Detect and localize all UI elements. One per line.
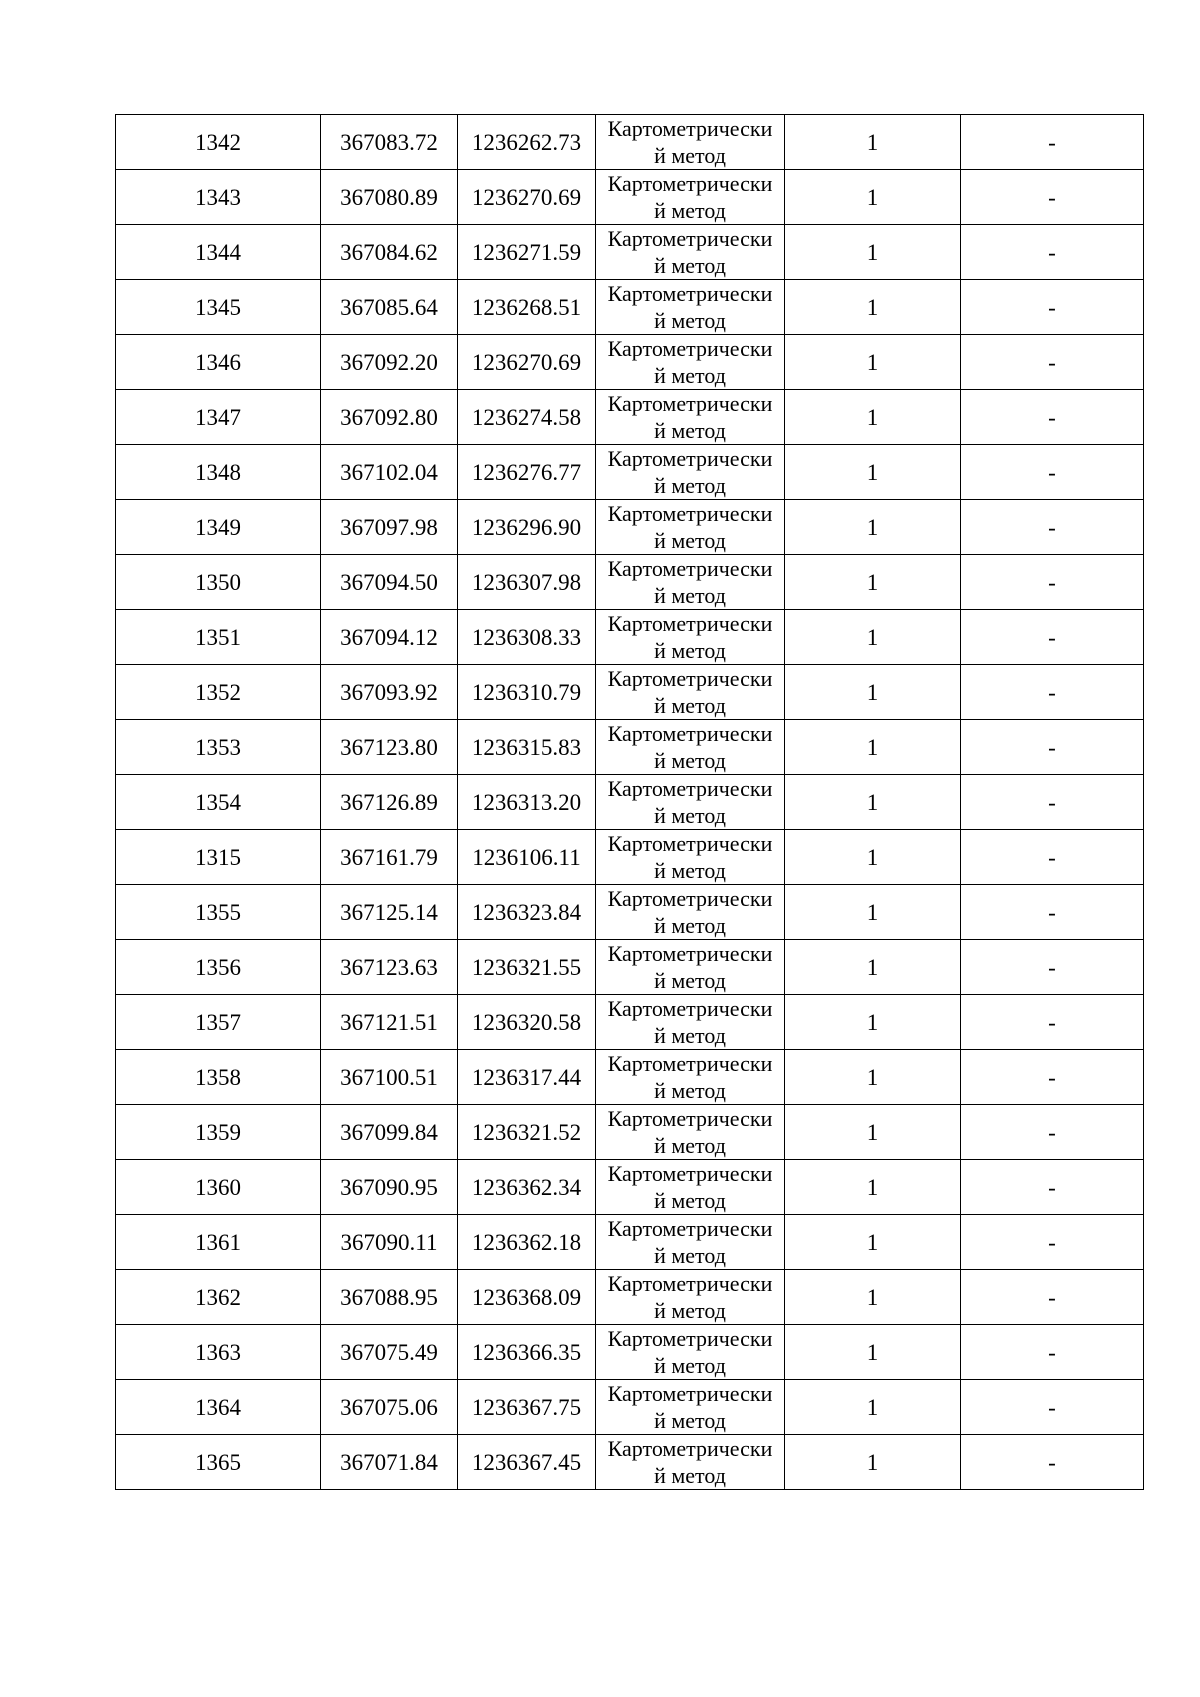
method-text-line-2: й метод bbox=[654, 363, 726, 388]
method-text-line-1: Картометрически bbox=[607, 721, 773, 746]
y-coordinate-cell: 1236270.69 bbox=[458, 335, 596, 390]
table-row bbox=[116, 1325, 1144, 1380]
method-text-line-1: Картометрически bbox=[607, 611, 773, 636]
point-number-cell: 1352 bbox=[116, 665, 321, 720]
description-cell: - bbox=[961, 720, 1144, 775]
table-row bbox=[116, 445, 1144, 500]
description-cell: - bbox=[961, 1270, 1144, 1325]
x-coordinate-cell: 367092.80 bbox=[321, 390, 458, 445]
method-text-line-2: й метод bbox=[654, 143, 726, 168]
description-cell: - bbox=[961, 885, 1144, 940]
point-number-cell: 1348 bbox=[116, 445, 321, 500]
accuracy-cell: 1 bbox=[785, 720, 961, 775]
accuracy-cell: 1 bbox=[785, 610, 961, 665]
description-cell: - bbox=[961, 555, 1144, 610]
method-cell bbox=[596, 775, 785, 830]
accuracy-cell: 1 bbox=[785, 1270, 961, 1325]
x-coordinate-cell: 367071.84 bbox=[321, 1435, 458, 1490]
method-cell bbox=[596, 610, 785, 665]
method-text-line-1: Картометрически bbox=[607, 171, 773, 196]
method-cell bbox=[596, 940, 785, 995]
method-text-line-2: й метод bbox=[654, 308, 726, 333]
point-number-cell: 1346 bbox=[116, 335, 321, 390]
table-row bbox=[116, 1050, 1144, 1105]
method-text-line-1: Картометрически bbox=[607, 886, 773, 911]
method-text-line-2: й метод bbox=[654, 1298, 726, 1323]
description-cell: - bbox=[961, 940, 1144, 995]
accuracy-cell: 1 bbox=[785, 940, 961, 995]
description-cell: - bbox=[961, 665, 1144, 720]
method-cell bbox=[596, 555, 785, 610]
y-coordinate-cell: 1236307.98 bbox=[458, 555, 596, 610]
method-cell bbox=[596, 115, 785, 170]
table-row bbox=[116, 1270, 1144, 1325]
method-cell bbox=[596, 995, 785, 1050]
method-cell bbox=[596, 1435, 785, 1490]
method-text-line-2: й метод bbox=[654, 1078, 726, 1103]
x-coordinate-cell: 367100.51 bbox=[321, 1050, 458, 1105]
table-row bbox=[116, 115, 1144, 170]
accuracy-cell: 1 bbox=[785, 1380, 961, 1435]
y-coordinate-cell: 1236270.69 bbox=[458, 170, 596, 225]
accuracy-cell: 1 bbox=[785, 500, 961, 555]
method-cell bbox=[596, 1050, 785, 1105]
point-number-cell: 1361 bbox=[116, 1215, 321, 1270]
y-coordinate-cell: 1236321.55 bbox=[458, 940, 596, 995]
description-cell: - bbox=[961, 390, 1144, 445]
accuracy-cell: 1 bbox=[785, 390, 961, 445]
point-number-cell: 1342 bbox=[116, 115, 321, 170]
method-text-line-2: й метод bbox=[654, 803, 726, 828]
table-row bbox=[116, 335, 1144, 390]
x-coordinate-cell: 367097.98 bbox=[321, 500, 458, 555]
accuracy-cell: 1 bbox=[785, 1105, 961, 1160]
accuracy-cell: 1 bbox=[785, 1435, 961, 1490]
x-coordinate-cell: 367123.63 bbox=[321, 940, 458, 995]
method-cell bbox=[596, 1270, 785, 1325]
description-cell: - bbox=[961, 1380, 1144, 1435]
y-coordinate-cell: 1236368.09 bbox=[458, 1270, 596, 1325]
method-text-line-1: Картометрически bbox=[607, 556, 773, 581]
x-coordinate-cell: 367094.12 bbox=[321, 610, 458, 665]
method-text-line-2: й метод bbox=[654, 583, 726, 608]
table-row bbox=[116, 720, 1144, 775]
method-text-line-2: й метод bbox=[654, 198, 726, 223]
point-number-cell: 1365 bbox=[116, 1435, 321, 1490]
method-text-line-2: й метод bbox=[654, 748, 726, 773]
method-text-line-1: Картометрически bbox=[607, 336, 773, 361]
method-cell bbox=[596, 170, 785, 225]
description-cell: - bbox=[961, 1325, 1144, 1380]
x-coordinate-cell: 367090.95 bbox=[321, 1160, 458, 1215]
x-coordinate-cell: 367090.11 bbox=[321, 1215, 458, 1270]
table-row bbox=[116, 995, 1144, 1050]
y-coordinate-cell: 1236367.45 bbox=[458, 1435, 596, 1490]
x-coordinate-cell: 367161.79 bbox=[321, 830, 458, 885]
y-coordinate-cell: 1236320.58 bbox=[458, 995, 596, 1050]
point-number-cell: 1356 bbox=[116, 940, 321, 995]
y-coordinate-cell: 1236362.18 bbox=[458, 1215, 596, 1270]
method-cell bbox=[596, 445, 785, 500]
point-number-cell: 1351 bbox=[116, 610, 321, 665]
description-cell: - bbox=[961, 1215, 1144, 1270]
method-text-line-2: й метод bbox=[654, 858, 726, 883]
table-row bbox=[116, 1105, 1144, 1160]
y-coordinate-cell: 1236274.58 bbox=[458, 390, 596, 445]
point-number-cell: 1358 bbox=[116, 1050, 321, 1105]
description-cell: - bbox=[961, 1160, 1144, 1215]
x-coordinate-cell: 367094.50 bbox=[321, 555, 458, 610]
point-number-cell: 1343 bbox=[116, 170, 321, 225]
method-text-line-2: й метод bbox=[654, 473, 726, 498]
point-number-cell: 1363 bbox=[116, 1325, 321, 1380]
table-row bbox=[116, 665, 1144, 720]
table-row bbox=[116, 830, 1144, 885]
description-cell: - bbox=[961, 115, 1144, 170]
method-text-line-1: Картометрически bbox=[607, 1436, 773, 1461]
y-coordinate-cell: 1236310.79 bbox=[458, 665, 596, 720]
point-number-cell: 1349 bbox=[116, 500, 321, 555]
method-text-line-2: й метод bbox=[654, 1023, 726, 1048]
accuracy-cell: 1 bbox=[785, 775, 961, 830]
x-coordinate-cell: 367126.89 bbox=[321, 775, 458, 830]
point-number-cell: 1345 bbox=[116, 280, 321, 335]
point-number-cell: 1362 bbox=[116, 1270, 321, 1325]
method-cell bbox=[596, 225, 785, 280]
method-cell bbox=[596, 720, 785, 775]
y-coordinate-cell: 1236296.90 bbox=[458, 500, 596, 555]
method-cell bbox=[596, 665, 785, 720]
description-cell: - bbox=[961, 170, 1144, 225]
method-text-line-1: Картометрически bbox=[607, 666, 773, 691]
y-coordinate-cell: 1236321.52 bbox=[458, 1105, 596, 1160]
method-text-line-1: Картометрически bbox=[607, 116, 773, 141]
table-row bbox=[116, 280, 1144, 335]
point-number-cell: 1354 bbox=[116, 775, 321, 830]
method-text-line-2: й метод bbox=[654, 1353, 726, 1378]
table-row bbox=[116, 1435, 1144, 1490]
table-row bbox=[116, 885, 1144, 940]
method-text-line-1: Картометрически bbox=[607, 1051, 773, 1076]
method-text-line-1: Картометрически bbox=[607, 1161, 773, 1186]
method-cell bbox=[596, 1105, 785, 1160]
description-cell: - bbox=[961, 335, 1144, 390]
method-text-line-1: Картометрически bbox=[607, 776, 773, 801]
point-number-cell: 1364 bbox=[116, 1380, 321, 1435]
method-cell bbox=[596, 1160, 785, 1215]
method-text-line-1: Картометрически bbox=[607, 941, 773, 966]
method-text-line-1: Картометрически bbox=[607, 1216, 773, 1241]
y-coordinate-cell: 1236262.73 bbox=[458, 115, 596, 170]
y-coordinate-cell: 1236271.59 bbox=[458, 225, 596, 280]
point-number-cell: 1357 bbox=[116, 995, 321, 1050]
table-row bbox=[116, 610, 1144, 665]
method-text-line-2: й метод bbox=[654, 528, 726, 553]
y-coordinate-cell: 1236362.34 bbox=[458, 1160, 596, 1215]
accuracy-cell: 1 bbox=[785, 995, 961, 1050]
x-coordinate-cell: 367085.64 bbox=[321, 280, 458, 335]
table-row bbox=[116, 1160, 1144, 1215]
point-number-cell: 1359 bbox=[116, 1105, 321, 1160]
y-coordinate-cell: 1236323.84 bbox=[458, 885, 596, 940]
table-row bbox=[116, 1380, 1144, 1435]
method-text-line-1: Картометрически bbox=[607, 1326, 773, 1351]
method-text-line-2: й метод bbox=[654, 1463, 726, 1488]
accuracy-cell: 1 bbox=[785, 1050, 961, 1105]
method-text-line-1: Картометрически bbox=[607, 996, 773, 1021]
point-number-cell: 1350 bbox=[116, 555, 321, 610]
table-row bbox=[116, 940, 1144, 995]
table-row bbox=[116, 225, 1144, 280]
description-cell: - bbox=[961, 995, 1144, 1050]
description-cell: - bbox=[961, 610, 1144, 665]
x-coordinate-cell: 367084.62 bbox=[321, 225, 458, 280]
method-text-line-1: Картометрически bbox=[607, 391, 773, 416]
x-coordinate-cell: 367093.92 bbox=[321, 665, 458, 720]
y-coordinate-cell: 1236366.35 bbox=[458, 1325, 596, 1380]
y-coordinate-cell: 1236317.44 bbox=[458, 1050, 596, 1105]
description-cell: - bbox=[961, 775, 1144, 830]
description-cell: - bbox=[961, 445, 1144, 500]
x-coordinate-cell: 367125.14 bbox=[321, 885, 458, 940]
accuracy-cell: 1 bbox=[785, 280, 961, 335]
description-cell: - bbox=[961, 1050, 1144, 1105]
x-coordinate-cell: 367080.89 bbox=[321, 170, 458, 225]
point-number-cell: 1344 bbox=[116, 225, 321, 280]
method-text-line-2: й метод bbox=[654, 638, 726, 663]
method-text-line-2: й метод bbox=[654, 913, 726, 938]
coordinates-table bbox=[115, 114, 1144, 1490]
method-cell bbox=[596, 280, 785, 335]
description-cell: - bbox=[961, 225, 1144, 280]
description-cell: - bbox=[961, 280, 1144, 335]
accuracy-cell: 1 bbox=[785, 225, 961, 280]
method-text-line-2: й метод bbox=[654, 253, 726, 278]
point-number-cell: 1355 bbox=[116, 885, 321, 940]
method-text-line-2: й метод bbox=[654, 1133, 726, 1158]
table-row bbox=[116, 555, 1144, 610]
y-coordinate-cell: 1236313.20 bbox=[458, 775, 596, 830]
method-text-line-1: Картометрически bbox=[607, 1106, 773, 1131]
x-coordinate-cell: 367083.72 bbox=[321, 115, 458, 170]
accuracy-cell: 1 bbox=[785, 555, 961, 610]
accuracy-cell: 1 bbox=[785, 1160, 961, 1215]
accuracy-cell: 1 bbox=[785, 1325, 961, 1380]
method-text-line-1: Картометрически bbox=[607, 226, 773, 251]
x-coordinate-cell: 367075.49 bbox=[321, 1325, 458, 1380]
x-coordinate-cell: 367092.20 bbox=[321, 335, 458, 390]
coordinates-table-body bbox=[116, 115, 1144, 1490]
method-cell bbox=[596, 885, 785, 940]
x-coordinate-cell: 367075.06 bbox=[321, 1380, 458, 1435]
method-cell bbox=[596, 1325, 785, 1380]
table-row bbox=[116, 500, 1144, 555]
accuracy-cell: 1 bbox=[785, 885, 961, 940]
x-coordinate-cell: 367099.84 bbox=[321, 1105, 458, 1160]
method-cell bbox=[596, 1215, 785, 1270]
description-cell: - bbox=[961, 500, 1144, 555]
x-coordinate-cell: 367102.04 bbox=[321, 445, 458, 500]
point-number-cell: 1315 bbox=[116, 830, 321, 885]
method-text-line-2: й метод bbox=[654, 418, 726, 443]
method-cell bbox=[596, 1380, 785, 1435]
accuracy-cell: 1 bbox=[785, 115, 961, 170]
description-cell: - bbox=[961, 830, 1144, 885]
accuracy-cell: 1 bbox=[785, 335, 961, 390]
table-row bbox=[116, 390, 1144, 445]
accuracy-cell: 1 bbox=[785, 830, 961, 885]
method-text-line-2: й метод bbox=[654, 1243, 726, 1268]
method-text-line-1: Картометрически bbox=[607, 1271, 773, 1296]
table-row bbox=[116, 1215, 1144, 1270]
point-number-cell: 1347 bbox=[116, 390, 321, 445]
method-text-line-1: Картометрически bbox=[607, 446, 773, 471]
description-cell: - bbox=[961, 1435, 1144, 1490]
table-row bbox=[116, 170, 1144, 225]
method-text-line-2: й метод bbox=[654, 968, 726, 993]
accuracy-cell: 1 bbox=[785, 665, 961, 720]
y-coordinate-cell: 1236367.75 bbox=[458, 1380, 596, 1435]
method-text-line-2: й метод bbox=[654, 1188, 726, 1213]
method-text-line-1: Картометрически bbox=[607, 501, 773, 526]
method-cell bbox=[596, 390, 785, 445]
y-coordinate-cell: 1236315.83 bbox=[458, 720, 596, 775]
method-text-line-2: й метод bbox=[654, 1408, 726, 1433]
accuracy-cell: 1 bbox=[785, 170, 961, 225]
accuracy-cell: 1 bbox=[785, 445, 961, 500]
y-coordinate-cell: 1236268.51 bbox=[458, 280, 596, 335]
accuracy-cell: 1 bbox=[785, 1215, 961, 1270]
method-text-line-2: й метод bbox=[654, 693, 726, 718]
y-coordinate-cell: 1236308.33 bbox=[458, 610, 596, 665]
method-text-line-1: Картометрически bbox=[607, 831, 773, 856]
point-number-cell: 1360 bbox=[116, 1160, 321, 1215]
method-cell bbox=[596, 500, 785, 555]
table-row bbox=[116, 775, 1144, 830]
x-coordinate-cell: 367088.95 bbox=[321, 1270, 458, 1325]
description-cell: - bbox=[961, 1105, 1144, 1160]
y-coordinate-cell: 1236276.77 bbox=[458, 445, 596, 500]
y-coordinate-cell: 1236106.11 bbox=[458, 830, 596, 885]
x-coordinate-cell: 367121.51 bbox=[321, 995, 458, 1050]
method-cell bbox=[596, 830, 785, 885]
point-number-cell: 1353 bbox=[116, 720, 321, 775]
x-coordinate-cell: 367123.80 bbox=[321, 720, 458, 775]
method-text-line-1: Картометрически bbox=[607, 1381, 773, 1406]
method-text-line-1: Картометрически bbox=[607, 281, 773, 306]
method-cell bbox=[596, 335, 785, 390]
